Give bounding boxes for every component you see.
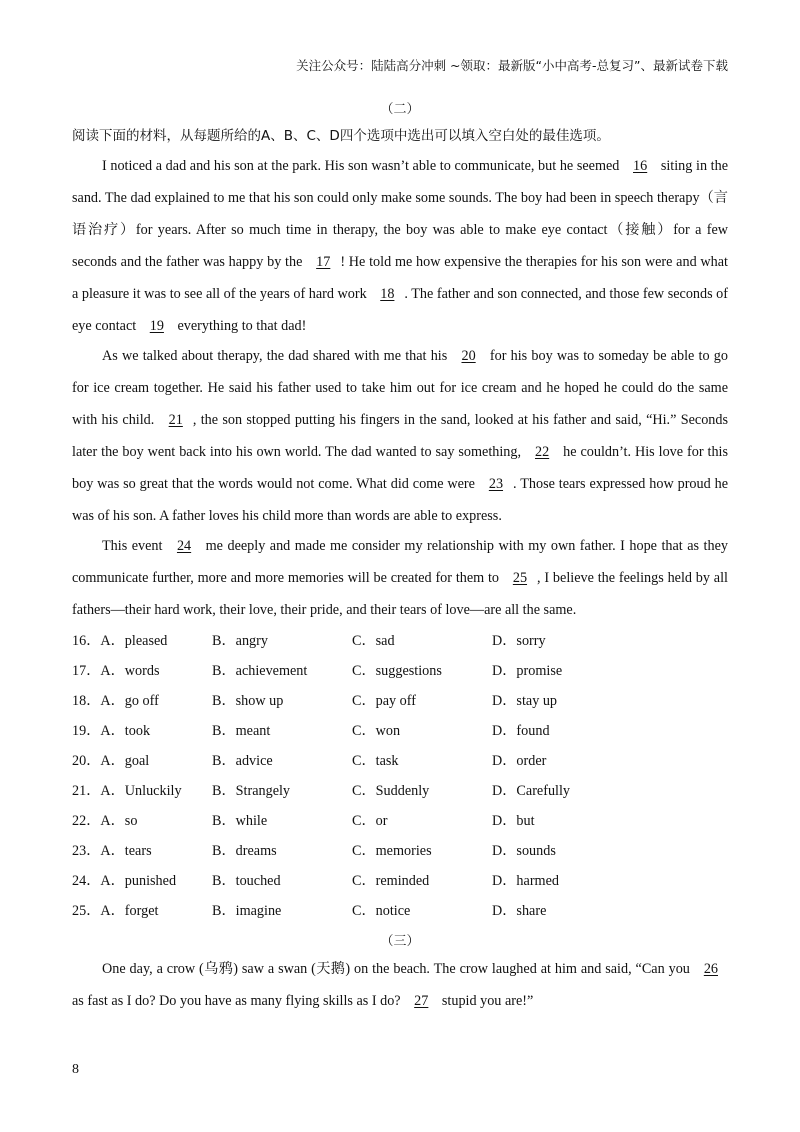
option-b: B．imagine bbox=[212, 903, 282, 919]
text-span: I noticed a dad and his son at the park. His son wasn’t able to communicate, but he seemed bbox=[102, 158, 624, 174]
text-span: . Those tears expressed how proud he was of his son. A father loves his child more than words are able to express. bbox=[72, 476, 728, 524]
option-c: C．won bbox=[352, 723, 401, 739]
option-row-18 bbox=[72, 686, 728, 716]
option-a: 18．A．go off bbox=[72, 693, 159, 709]
option-a: 23．A．tears bbox=[72, 843, 152, 859]
text-span: he couldn’t. His love for this boy was so great that the words would not come. What did come were bbox=[72, 444, 729, 492]
section-2-title: （二） bbox=[380, 102, 420, 117]
option-a: 22．A．so bbox=[72, 813, 138, 829]
option-d: D．stay up bbox=[492, 693, 558, 709]
option-c: C．Suddenly bbox=[352, 783, 430, 799]
option-c: C．reminded bbox=[352, 873, 430, 889]
option-c: C．memories bbox=[352, 843, 432, 859]
option-b: B．Strangely bbox=[212, 783, 291, 799]
options-list bbox=[72, 626, 728, 926]
blank-23: 23 bbox=[488, 476, 504, 492]
text-span: , I believe the feelings held by all fathers—their hard work, their love, their pride, and their tears of love—are all the same. bbox=[72, 570, 728, 618]
option-d: D．harmed bbox=[492, 873, 559, 889]
option-row-25 bbox=[72, 896, 728, 926]
option-a: 17．A．words bbox=[72, 663, 160, 679]
option-b: B．touched bbox=[212, 873, 281, 889]
blank-25: 25 bbox=[512, 570, 528, 586]
text-span: . The father and son connected, and those few seconds of eye contact bbox=[72, 286, 728, 334]
text-span: as fast as I do? Do you have as many flying skills as I do? bbox=[72, 993, 405, 1009]
option-row-17 bbox=[72, 656, 728, 686]
blank-27: 27 bbox=[414, 993, 429, 1009]
option-d: D．share bbox=[492, 903, 547, 919]
blank-24: 24 bbox=[176, 538, 192, 554]
option-c: C．notice bbox=[352, 903, 411, 919]
option-b: B．achievement bbox=[212, 663, 308, 679]
blank-18: 18 bbox=[380, 286, 395, 302]
text-span: stupid you are!” bbox=[438, 993, 534, 1009]
option-a: 21．A．Unluckily bbox=[72, 783, 182, 799]
text-span: ! He told me how expensive the therapies for his son were and what a pleasure it was to see all of the years of hard work bbox=[72, 254, 728, 302]
option-row-20 bbox=[72, 746, 728, 776]
option-row-16 bbox=[72, 626, 728, 656]
option-d: D．sounds bbox=[492, 843, 556, 859]
passage-paragraph-2 bbox=[72, 340, 728, 532]
option-b: B．angry bbox=[212, 633, 268, 649]
blank-26: 26 bbox=[703, 961, 718, 977]
option-b: B．dreams bbox=[212, 843, 277, 859]
passage-paragraph-3 bbox=[72, 530, 728, 626]
blank-21: 21 bbox=[168, 412, 183, 428]
passage-paragraph-1 bbox=[72, 150, 728, 342]
option-d: D．order bbox=[492, 753, 547, 769]
option-d: D．sorry bbox=[492, 633, 546, 649]
option-a: 19．A．took bbox=[72, 723, 151, 739]
text-span: for his boy was to someday be able to go for ice cream together. He said his father used to take him out for ice cream and he hoped he could do the same with his child. bbox=[72, 348, 728, 428]
blank-22: 22 bbox=[534, 444, 550, 460]
page-number: 8 bbox=[72, 1062, 79, 1077]
blank-17: 17 bbox=[316, 254, 331, 270]
text-span: One day, a crow (乌鸦) saw a swan (天鹅) on the beach. The crow laughed at him and said, “Can you bbox=[102, 961, 694, 977]
option-c: C．or bbox=[352, 813, 388, 829]
text-span: As we talked about therapy, the dad shared with me that his bbox=[102, 348, 452, 364]
instruction-text: 阅读下面的材料，从每题所给的A、B、C、D四个选项中选出可以填入空白处的最佳选项。 bbox=[72, 128, 610, 144]
passage-paragraph-4 bbox=[72, 953, 728, 1017]
page-header: 关注公众号：陆陆高分冲刺 ~领取：最新版“小中高考-总复习”、最新试卷下载 bbox=[296, 58, 728, 73]
text-span: siting in the sand. The dad explained to me that his son could only make some sounds. The boy had been in speech therapy（言语治疗）for years. After so much time in therapy, the boy was able to make eye contact（接触）for a few seconds and the father was happy by the bbox=[72, 158, 728, 270]
option-b: B．show up bbox=[212, 693, 284, 709]
text-span: everything to that dad! bbox=[173, 318, 307, 334]
option-d: D．found bbox=[492, 723, 550, 739]
option-a: 25．A．forget bbox=[72, 903, 159, 919]
blank-20: 20 bbox=[461, 348, 476, 364]
option-row-21 bbox=[72, 776, 728, 806]
option-d: D．but bbox=[492, 813, 535, 829]
text-span: me deeply and made me consider my relationship with my own father. I hope that as they communicate further, more and more memories will be created for them to bbox=[72, 538, 728, 586]
blank-19: 19 bbox=[149, 318, 164, 334]
option-a: 20．A．goal bbox=[72, 753, 150, 769]
option-b: B．advice bbox=[212, 753, 273, 769]
option-row-22 bbox=[72, 806, 728, 836]
text-span: , the son stopped putting his fingers in the sand, looked at his father and said, “Hi.” Seconds later the boy went back into his own world. The dad wanted to say something, bbox=[72, 412, 728, 460]
option-row-24 bbox=[72, 866, 728, 896]
option-a: 24．A．punished bbox=[72, 873, 177, 889]
option-c: C．suggestions bbox=[352, 663, 442, 679]
option-b: B．meant bbox=[212, 723, 271, 739]
option-d: D．Carefully bbox=[492, 783, 571, 799]
option-row-23 bbox=[72, 836, 728, 866]
option-row-19 bbox=[72, 716, 728, 746]
option-b: B．while bbox=[212, 813, 268, 829]
section-3-title: （三） bbox=[380, 934, 420, 949]
text-span: This event bbox=[102, 538, 167, 554]
option-a: 16．A．pleased bbox=[72, 633, 168, 649]
blank-16: 16 bbox=[633, 158, 648, 174]
option-c: C．sad bbox=[352, 633, 395, 649]
option-c: C．task bbox=[352, 753, 399, 769]
option-d: D．promise bbox=[492, 663, 563, 679]
option-c: C．pay off bbox=[352, 693, 416, 709]
